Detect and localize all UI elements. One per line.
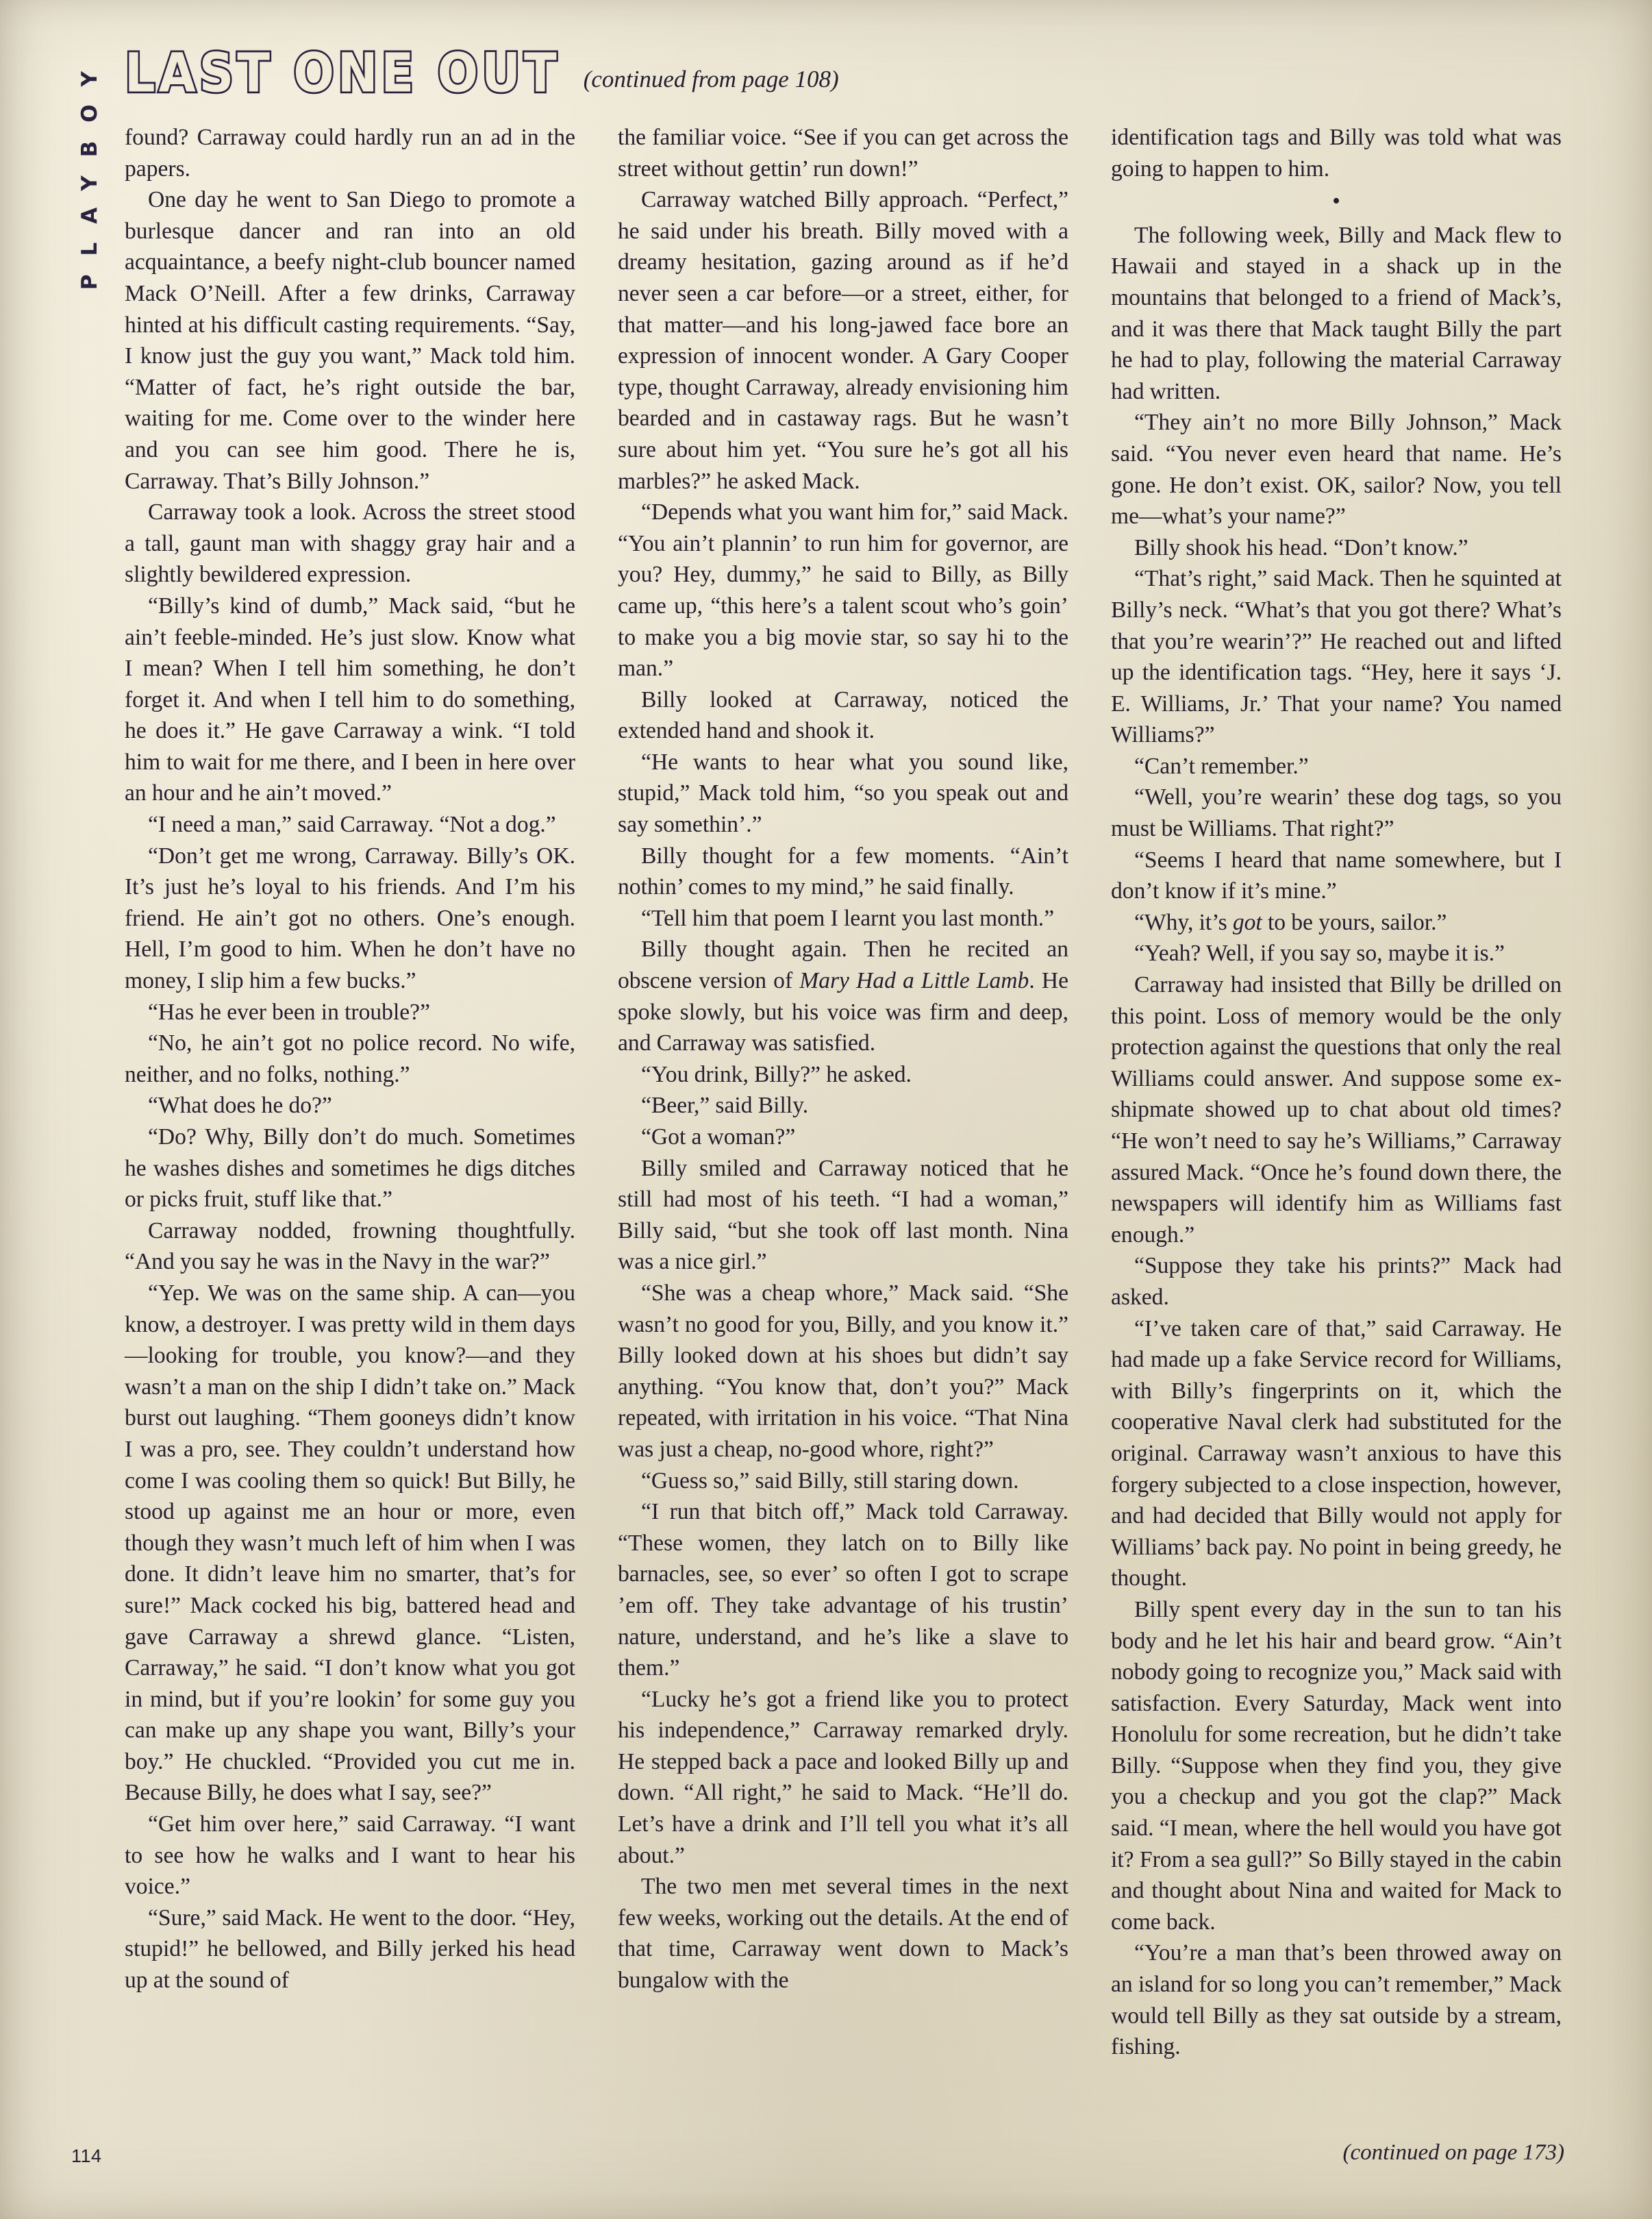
body-paragraph: Carraway took a look. Across the street stood a tall, gaunt man with shaggy gray hair and a slightly bewildered expression. — [125, 499, 575, 588]
section-break-dinkus: • — [1332, 188, 1340, 214]
body-paragraph: “You drink, Billy?” he asked. — [641, 1061, 912, 1087]
body-paragraph: Billy thought for a few moments. “Ain’t nothin’ comes to my mind,” he said finally. — [618, 843, 1068, 900]
body-paragraph: “Don’t get me wrong, Carraway. Billy’s OK. It’s just he’s loyal to his friends. And I’m his friend. He ain’t got no others. One’s enough. Hell, I’m good to him. When he don’t have no money, I slip him a few bucks.” — [125, 843, 575, 994]
body-paragraph: Carraway nodded, frowning thoughtfully. “And you say he was in the Navy in the war?” — [125, 1217, 575, 1275]
body-paragraph: “Seems I heard that name somewhere, but I don’t know if it’s mine.” — [1111, 847, 1562, 904]
playboy-masthead — [71, 49, 108, 293]
body-paragraph: The following week, Billy and Mack flew to Hawaii and stayed in a shack up in the mountains that belonged to a friend of Mack’s, and it was there that Mack taught Billy the part he had to play, following the material Carraway had written. — [1111, 222, 1562, 404]
body-paragraph: “Well, you’re wearin’ these dog tags, so you must be Williams. That right?” — [1111, 784, 1562, 842]
article-header — [125, 41, 1570, 111]
article-body-columns — [125, 122, 1562, 2150]
body-paragraph: “She was a cheap whore,” Mack said. “She wasn’t no good for you, Billy, and you know it.” Billy looked down at his shoes but didn’t say anything. “You know that, don’t you?” Mack repeated, with irritation in his voice. “That Nina was just a cheap, no-good whore, right?” — [618, 1280, 1068, 1462]
continued-on-note: (continued on page 173) — [1342, 2140, 1564, 2165]
body-paragraph: Billy thought again. Then he recited an obscene version of Mary Had a Little Lamb. He spoke slowly, but his voice was firm and deep, and Carraway was satisfied. — [618, 937, 1068, 1056]
body-paragraph: Carraway had insisted that Billy be drilled on this point. Loss of memory would be the only protection against the questions that only the real Williams could answer. And suppose some ex-shipmate showed up to chat about old times? “He won’t need to say he’s Williams,” Carraway assured Mack. “Once he’s found down there, the newspapers will identify him as Williams fast enough.” — [1111, 972, 1562, 1248]
body-paragraph: Billy shook his head. “Don’t know.” — [1134, 534, 1468, 560]
body-paragraph: “No, he ain’t got no police record. No wife, neither, and no folks, nothing.” — [125, 1030, 575, 1087]
body-paragraph: “You’re a man that’s been throwed away on an island for so long you can’t remember,” Mack would tell Billy as they sat outside by a stream, fishing. — [1111, 1940, 1562, 2060]
body-paragraph: “Suppose they take his prints?” Mack had asked. — [1111, 1253, 1562, 1310]
body-paragraph: “Has he ever been in trouble?” — [148, 999, 430, 1025]
body-paragraph: found? Carraway could hardly run an ad in the papers. — [125, 125, 575, 182]
body-paragraph: “Lucky he’s got a friend like you to protect his independence,” Carraway remarked dryly. He stepped back a pace and looked Billy up and down. “All right,” he said to Mack. “He’ll do. Let’s have a drink and I’ll tell you what it’s all about.” — [618, 1686, 1068, 1868]
body-paragraph: the familiar voice. “See if you can get across the street without gettin’ run down!” — [618, 125, 1068, 182]
column-3 — [1111, 122, 1562, 2150]
body-paragraph: “Get him over here,” said Carraway. “I want to see how he walks and I want to hear his voice.” — [125, 1811, 575, 1900]
body-paragraph: “Sure,” said Mack. He went to the door. “Hey, stupid!” he bellowed, and Billy jerked his head up at the sound of — [125, 1905, 575, 1994]
body-paragraph: “What does he do?” — [148, 1093, 332, 1119]
body-paragraph: “Yeah? Well, if you say so, maybe it is.” — [1134, 941, 1505, 967]
body-paragraph: Billy looked at Carraway, noticed the extended hand and shook it. — [618, 686, 1068, 744]
body-paragraph: “Tell him that poem I learnt you last month.” — [641, 905, 1055, 931]
body-paragraph: “Yep. We was on the same ship. A can—you know, a destroyer. I was pretty wild in them days—looking for trouble, you know?—and they wasn’t a man on the ship I didn’t take on.” Mack burst out laughing. “Them gooneys didn’t know I was a pro, see. They couldn’t understand how come I was cooling them so quick! But Billy, he stood up against me an hour or more, even though they wasn’t much left of him when I was done. It didn’t leave him no smarter, that’s for sure!” Mack cocked his big, battered head and gave Carraway a shrewd glance. “Listen, Carraway,” he said. “I don’t know what you got in mind, but if you’re lookin’ for some guy you can make up any shape you want, Billy’s your boy.” He chuckled. “Provided you cut me in. Because Billy, he does what I say, see?” — [125, 1280, 575, 1806]
body-paragraph: Billy spent every day in the sun to tan his body and he let his hair and beard grow. “Ain’t nobody going to recognize you,” Mack said with satisfaction. Every Saturday, Mack went into Honolulu for some recreation, but he didn’t take Billy. “Suppose when they find you, they give you a checkup and you got the clap?” Mack said. “I mean, where the hell would you have got it? From a sea gull?” So Billy stayed in the cabin and thought about Nina and waited for Mack to come back. — [1111, 1596, 1562, 1935]
body-paragraph: Billy smiled and Carraway noticed that he still had most of his teeth. “I had a woman,” Billy said, “but she took off last month. Nina was a nice girl.” — [618, 1155, 1068, 1275]
body-paragraph: “I’ve taken care of that,” said Carraway. He had made up a fake Service record for Williams, with Billy’s fingerprints on it, which the cooperative Naval clerk had substituted for the original. Carraway wasn’t anxious to have this forgery subjected to a close inspection, however, and had decided that Billy would not apply for Williams’ back pay. No point in being greedy, he thought. — [1111, 1315, 1562, 1591]
body-paragraph: “Depends what you want him for,” said Mack. “You ain’t plannin’ to run him for governor, are you? Hey, dummy,” he said to Billy, as Billy came up, “this here’s a talent scout who’s goin’ to make you a big movie star, so say hi to the man.” — [618, 499, 1068, 682]
body-paragraph: “Can’t remember.” — [1134, 753, 1309, 779]
body-paragraph: identification tags and Billy was told what was going to happen to him. — [1111, 125, 1562, 182]
column-2 — [618, 122, 1068, 2150]
body-paragraph: “I run that bitch off,” Mack told Carraway. “These women, they latch on to Billy like barnacles, see, so ever’ so often I got to scrape ’em off. They take advantage of his trustin’ nature, understand, and he’s like a slave to them.” — [618, 1499, 1068, 1681]
body-paragraph: “Got a woman?” — [641, 1124, 796, 1150]
body-paragraph: “Why, it’s got to be yours, sailor.” — [1134, 909, 1447, 935]
body-paragraph: “Do? Why, Billy don’t do much. Sometimes he washes dishes and sometimes he digs ditches or picks fruit, stuff like that.” — [125, 1124, 575, 1213]
body-paragraph: “That’s right,” said Mack. Then he squinted at Billy’s neck. “What’s that you got there? What’s that you’re wearin’?” He reached out and lifted up the identification tags. “Hey, here it says ‘J. E. Williams, Jr.’ That your name? You named Williams?” — [1111, 566, 1562, 748]
folio-page-number: 114 — [71, 2146, 102, 2166]
page-title: LAST ONE OUT — [125, 41, 560, 105]
body-paragraph: “I need a man,” said Carraway. “Not a dog.” — [148, 812, 556, 838]
body-paragraph: “Guess so,” said Billy, still staring down. — [641, 1467, 1019, 1493]
body-paragraph: “He wants to hear what you sound like, stupid,” Mack told him, “so you speak out and say somethin’.” — [618, 749, 1068, 838]
body-paragraph: Carraway watched Billy approach. “Perfect,” he said under his breath. Billy moved with a dreamy hesitation, gazing around as if he’d never seen a car before—or a street, either, for that matter—and his long-jawed face bore an expression of innocent wonder. A Gary Cooper type, thought Carraway, already envisioning him bearded and in castaway rags. But he wasn’t sure about him yet. “You sure he’s got all his marbles?” he asked Mack. — [618, 187, 1068, 494]
body-paragraph: “They ain’t no more Billy Johnson,” Mack said. “You never even heard that name. He’s gone. He don’t exist. OK, sailor? Now, you tell me—what’s your name?” — [1111, 410, 1562, 530]
body-paragraph: “Beer,” said Billy. — [641, 1093, 809, 1119]
continued-from-note: (continued from page 108) — [583, 66, 839, 92]
body-paragraph: One day he went to San Diego to promote a burlesque dancer and ran into an old acquaintance, a beefy night-club bouncer named Mack O’Neill. After a few drinks, Carraway hinted at his difficult casting requirements. “Say, I know just the guy you want,” Mack told him. “Matter of fact, he’s right outside the bar, waiting for me. Come over to the winder here and you can see him good. There he is, Carraway. That’s Billy Johnson.” — [125, 187, 575, 494]
masthead-label: PLAYBOY — [77, 52, 102, 290]
column-1 — [125, 122, 575, 2150]
body-paragraph: “Billy’s kind of dumb,” Mack said, “but he ain’t feeble-minded. He’s just slow. Know what I mean? When I tell him something, he don’t forget it. And when I tell him to do something, he does it.” He gave Carraway a wink. “I told him to wait for me there, and I been in here over an hour and he ain’t moved.” — [125, 593, 575, 806]
body-paragraph: The two men met several times in the next few weeks, working out the details. At the end of that time, Carraway went down to Mack’s bungalow with the — [618, 1874, 1068, 1994]
